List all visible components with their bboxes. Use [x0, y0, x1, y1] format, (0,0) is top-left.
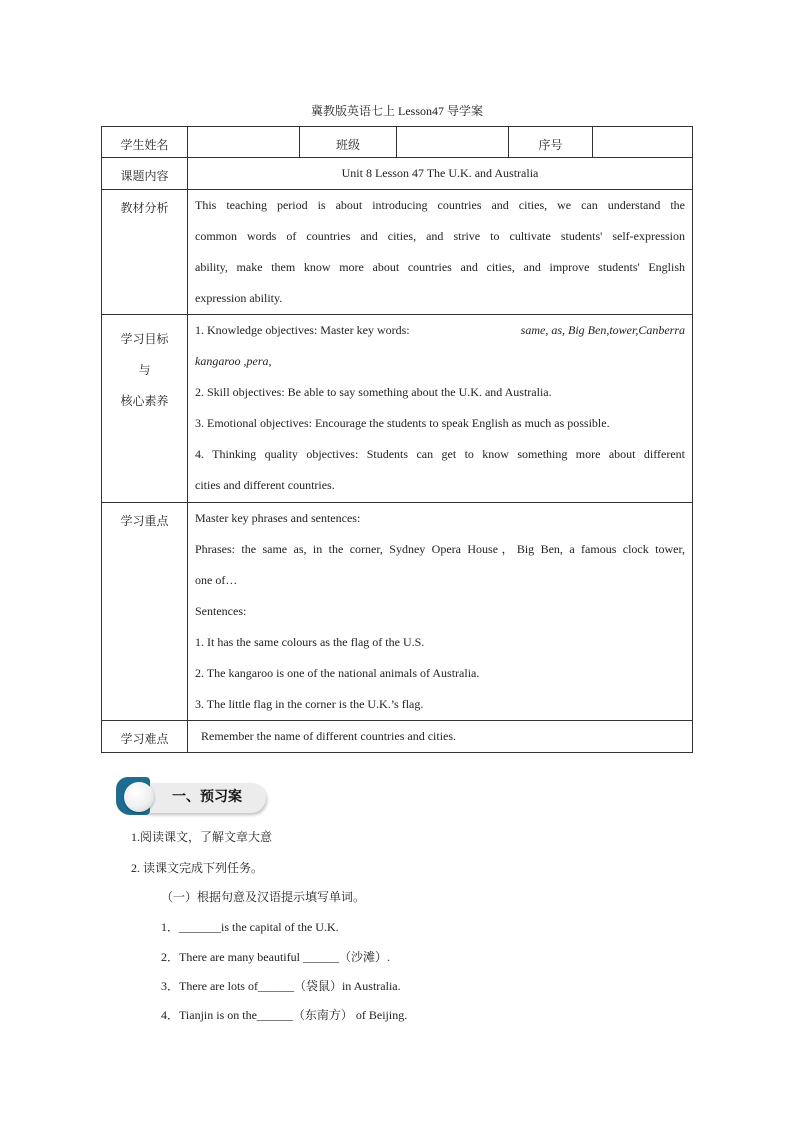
seat-number-field[interactable] [593, 127, 693, 158]
lesson-plan-table [101, 126, 693, 753]
objective-knowledge-text: 1. Knowledge objectives: Master key words: [195, 323, 410, 337]
analysis-row [102, 190, 693, 315]
objectives-label-line: 核心素养 [120, 394, 169, 408]
student-name-label: 学生姓名 [102, 127, 188, 158]
difficulty-row [102, 721, 693, 753]
analysis-content [188, 190, 693, 315]
objective-emotional: 3. Emotional objectives: Encourage the students to speak English as much as possible. [195, 416, 610, 430]
key-points-line: one of… [195, 573, 238, 587]
key-points-content [188, 503, 693, 721]
objective-thinking-cont: cities and different countries. [195, 478, 335, 492]
analysis-line: This teaching period is about introducing countries and cities, we can understand the [195, 198, 685, 212]
section-title: 一、预习案 [172, 789, 242, 805]
key-points-line: 3. The little flag in the corner is the U.K.’s flag. [195, 697, 424, 711]
class-label: 班级 [300, 127, 397, 158]
objectives-label [102, 315, 188, 503]
objective-thinking: 4. Thinking quality objectives: Students can get to know something more about different [195, 447, 685, 461]
objectives-row [102, 315, 693, 503]
key-points-row [102, 503, 693, 721]
objective-knowledge [195, 315, 685, 346]
preview-section-header [116, 777, 268, 817]
objectives-content [188, 315, 693, 503]
preview-item-1: 1.阅读课文，了解文章大意 [131, 830, 273, 844]
key-points-line: 1. It has the same colours as the flag of the U.S. [195, 635, 425, 649]
analysis-line: common words of countries and cities, and strive to cultivate students' self-expression [195, 229, 685, 243]
student-info-row [102, 127, 693, 158]
question-4: 4．Tianjin is on the______（东南方） of Beijing. [161, 1008, 408, 1022]
topic-text: Unit 8 Lesson 47 The U.K. and Australia [188, 158, 693, 190]
seat-number-label: 序号 [509, 127, 593, 158]
topic-row [102, 158, 693, 190]
analysis-line: ability, make them know more about countries and cities, and improve students' English [195, 260, 685, 274]
difficulty-text: Remember the name of different countries and cities. [188, 721, 693, 753]
preview-item-2: 2. 读课文完成下列任务。 [131, 861, 264, 875]
key-points-label: 学习重点 [102, 503, 188, 721]
key-points-line: Phrases: the same as, in the corner, Sydney Opera House，Big Ben, a famous clock tower, [195, 542, 685, 556]
section-circle-icon [124, 782, 154, 812]
objectives-label-line: 学习目标 [120, 332, 169, 346]
key-points-line: Sentences: [195, 604, 247, 618]
objective-key-words-cont: kangaroo ,pera, [195, 354, 272, 368]
objective-skill: 2. Skill objectives: Be able to say something about the U.K. and Australia. [195, 385, 552, 399]
difficulty-label: 学习难点 [102, 721, 188, 753]
objectives-label-line: 与 [138, 363, 151, 377]
question-3: 3．There are lots of______（袋鼠）in Australia. [161, 979, 401, 993]
key-points-line: 2. The kangaroo is one of the national animals of Australia. [195, 666, 480, 680]
key-points-line: Master key phrases and sentences: [195, 511, 361, 525]
class-field[interactable] [397, 127, 509, 158]
analysis-line: expression ability. [195, 291, 283, 305]
preview-subtitle: （一）根据句意及汉语提示填写单词。 [161, 890, 366, 904]
question-2: 2．There are many beautiful ______（沙滩）. [161, 950, 390, 964]
document-title: 冀教版英语七上 Lesson47 导学案 [311, 104, 483, 118]
analysis-label: 教材分析 [102, 190, 188, 315]
topic-label: 课题内容 [102, 158, 188, 190]
student-name-field[interactable] [188, 127, 300, 158]
objective-key-words: same, as, Big Ben,tower,Canberra [520, 323, 685, 337]
question-1: 1．_______is the capital of the U.K. [161, 920, 339, 934]
